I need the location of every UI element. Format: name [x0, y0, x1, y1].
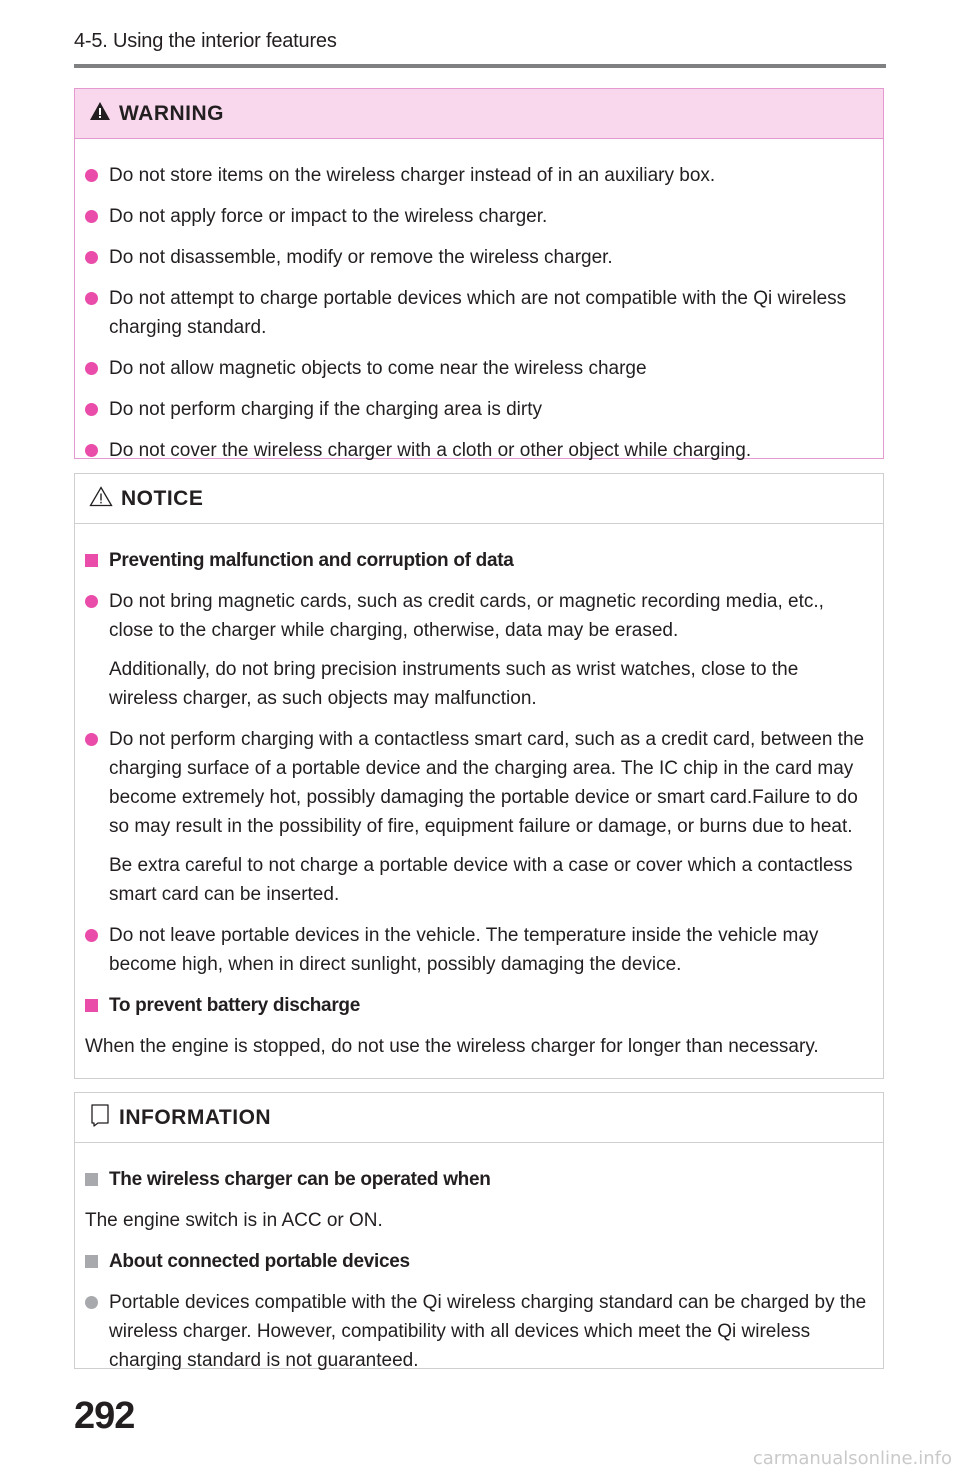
list-item	[85, 161, 869, 190]
list-item	[85, 921, 869, 979]
information-item-text: Portable devices compatible with the Qi wireless charging standard can be charged by the wireless charger. However, compatibility with all devices which meet the Qi wireless charging standard is not guaranteed.	[109, 1292, 867, 1371]
list-item	[85, 243, 869, 272]
list-item	[85, 587, 869, 645]
bullet-icon	[85, 1296, 98, 1309]
information-box	[74, 1092, 884, 1369]
warning-title: WARNING	[119, 101, 224, 125]
information-header	[75, 1093, 883, 1143]
list-item	[85, 354, 869, 383]
list-item	[85, 284, 869, 342]
information-title: INFORMATION	[119, 1105, 272, 1129]
note-icon	[89, 1103, 111, 1132]
notice-header	[75, 474, 883, 524]
list-item	[85, 436, 869, 465]
square-bullet-icon	[85, 554, 98, 567]
list-item	[85, 725, 869, 841]
bullet-icon	[85, 444, 98, 457]
bullet-icon	[85, 292, 98, 305]
square-bullet-icon	[85, 1173, 98, 1186]
paragraph: The engine switch is in ACC or ON.	[85, 1210, 383, 1231]
subheading	[85, 1247, 869, 1276]
header-divider	[74, 64, 886, 68]
warning-item-text: Do not store items on the wireless charger instead of in an auxiliary box.	[109, 165, 716, 186]
notice-heading-text: To prevent battery discharge	[109, 995, 360, 1016]
warning-item-text: Do not cover the wireless charger with a cloth or other object while charging.	[109, 440, 752, 461]
caution-outline-triangle-icon	[89, 486, 113, 512]
list-item	[85, 1288, 869, 1375]
paragraph: Additionally, do not bring precision instruments such as wrist watches, close to the wireless charger, as such objects may malfunction.	[109, 659, 799, 709]
notice-item-text: Do not leave portable devices in the vehicle. The temperature inside the vehicle may become high, when in direct sunlight, possibly damaging the device.	[109, 925, 819, 975]
bullet-icon	[85, 733, 98, 746]
notice-box	[74, 473, 884, 1079]
warning-item-text: Do not attempt to charge portable devices which are not compatible with the Qi wireless charging standard.	[109, 288, 847, 338]
paragraph: Be extra careful to not charge a portable device with a case or cover which a contactless smart card can be inserted.	[109, 855, 853, 905]
warning-item-text: Do not disassemble, modify or remove the wireless charger.	[109, 247, 613, 268]
section-title: 4-5. Using the interior features	[74, 30, 337, 52]
notice-title: NOTICE	[121, 486, 204, 510]
subheading	[85, 991, 869, 1020]
warning-item-text: Do not allow magnetic objects to come near the wireless charge	[109, 358, 647, 379]
list-item	[85, 202, 869, 231]
subheading	[85, 1165, 869, 1194]
paragraph: When the engine is stopped, do not use the wireless charger for longer than necessary.	[85, 1036, 819, 1057]
information-heading-text: About connected portable devices	[109, 1251, 410, 1272]
bullet-icon	[85, 210, 98, 223]
warning-triangle-icon	[89, 101, 111, 126]
information-heading-text: The wireless charger can be operated when	[109, 1169, 491, 1190]
subheading	[85, 546, 869, 575]
bullet-icon	[85, 595, 98, 608]
bullet-icon	[85, 251, 98, 264]
warning-item-text: Do not perform charging if the charging area is dirty	[109, 399, 542, 420]
bullet-icon	[85, 169, 98, 182]
list-item	[85, 395, 869, 424]
square-bullet-icon	[85, 1255, 98, 1268]
notice-item-text: Do not perform charging with a contactless smart card, such as a credit card, between the charging surface of a portable device and the charging area. The IC chip in the card may become extremely hot, possibly damaging the portable device or smart card.Failure to do so may result in the possibility of fire, equipment failure or damage, or burns due to heat.	[109, 729, 865, 837]
bullet-icon	[85, 362, 98, 375]
warning-item-text: Do not apply force or impact to the wireless charger.	[109, 206, 548, 227]
page-number: 292	[74, 1395, 135, 1437]
square-bullet-icon	[85, 999, 98, 1012]
watermark: carmanualsonline.info	[752, 1448, 952, 1469]
notice-heading-text: Preventing malfunction and corruption of data	[109, 550, 514, 571]
notice-item-text: Do not bring magnetic cards, such as credit cards, or magnetic recording media, etc., close to the charger while charging, otherwise, data may be erased.	[109, 591, 824, 641]
bullet-icon	[85, 929, 98, 942]
warning-box	[74, 88, 884, 459]
warning-header	[75, 89, 883, 139]
bullet-icon	[85, 403, 98, 416]
